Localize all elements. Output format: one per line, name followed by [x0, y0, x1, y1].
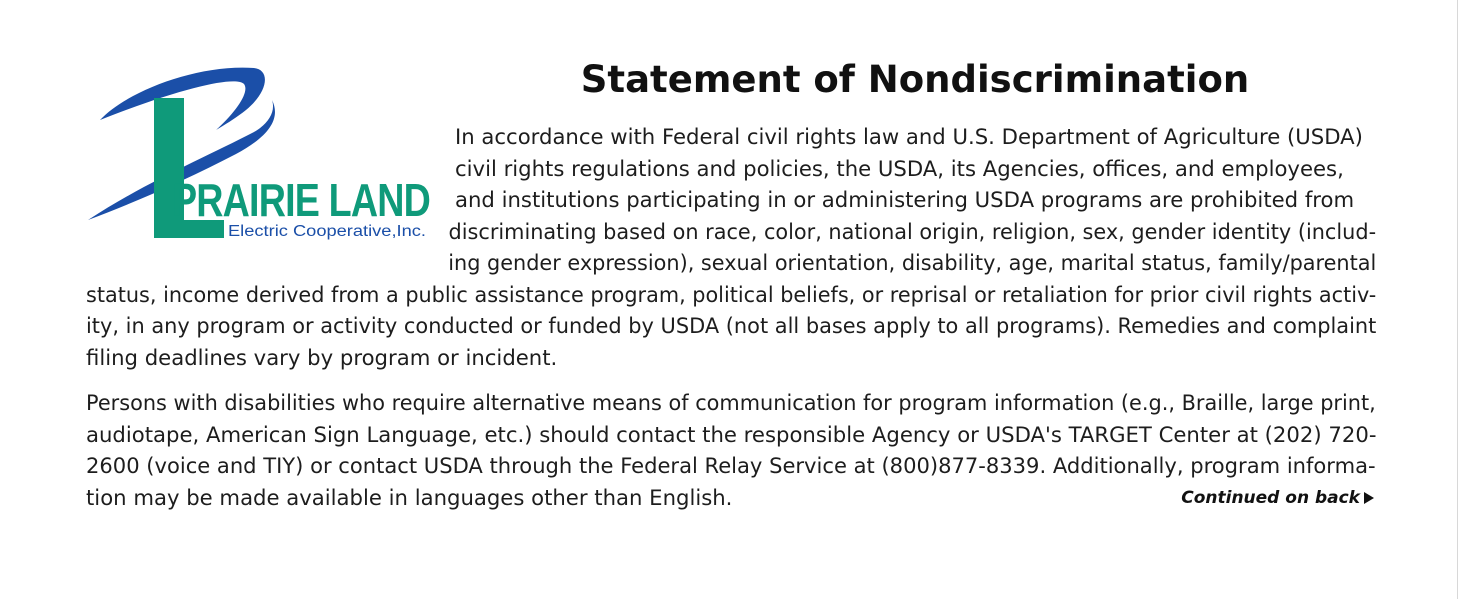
paragraph-2-line: audiotape, American Sign Language, etc.) should contact the responsible Agency or USDA's TARGET Center at (202) 720-	[86, 421, 1377, 447]
paragraph-2-line: tion may be made available in languages other than English.	[86, 484, 733, 510]
arrow-right-icon	[1364, 492, 1374, 504]
paragraph-1-line: discriminating based on race, color, national origin, religion, sex, gender identity (includ-	[448, 218, 1377, 244]
paragraph-1-line: and institutions participating in or administering USDA programs are prohibited from	[455, 187, 1355, 212]
continued-on-back	[1181, 488, 1374, 508]
logo-tagline: Electric Cooperative,Inc.	[228, 223, 426, 240]
continued-label: Continued on back	[1181, 488, 1360, 508]
title-area	[0, 0, 1462, 120]
paragraph-2-line: Persons with disabilities who require alternative means of communication for program information (e.g., Braille, large print,	[86, 390, 1376, 415]
logo-name: PRAIRIE LAND	[172, 174, 430, 226]
paragraph-1-line: ing gender expression), sexual orientation, disability, age, marital status, family/parental	[448, 250, 1377, 275]
statement-body	[86, 121, 1376, 513]
paragraph-1-line: status, income derived from a public assistance program, political beliefs, or reprisal or retaliation for prior civil rights activ-	[86, 281, 1377, 307]
paragraph-1-line: ity, in any program or activity conducted or funded by USDA (not all bases apply to all programs). Remedies and complaint	[86, 313, 1377, 338]
paragraph-1-line: civil rights regulations and policies, the USDA, its Agencies, offices, and employees,	[455, 155, 1344, 181]
page-title: Statement of Nondiscrimination	[580, 58, 1250, 101]
paragraph-1-line: filing deadlines vary by program or incident.	[86, 344, 558, 370]
paragraph-2-line: 2600 (voice and TIY) or contact USDA through the Federal Relay Service at (800)877-8339. Additionally, program informa-	[86, 453, 1376, 478]
paragraph-1-line: In accordance with Federal civil rights law and U.S. Department of Agriculture (USDA)	[455, 124, 1363, 149]
